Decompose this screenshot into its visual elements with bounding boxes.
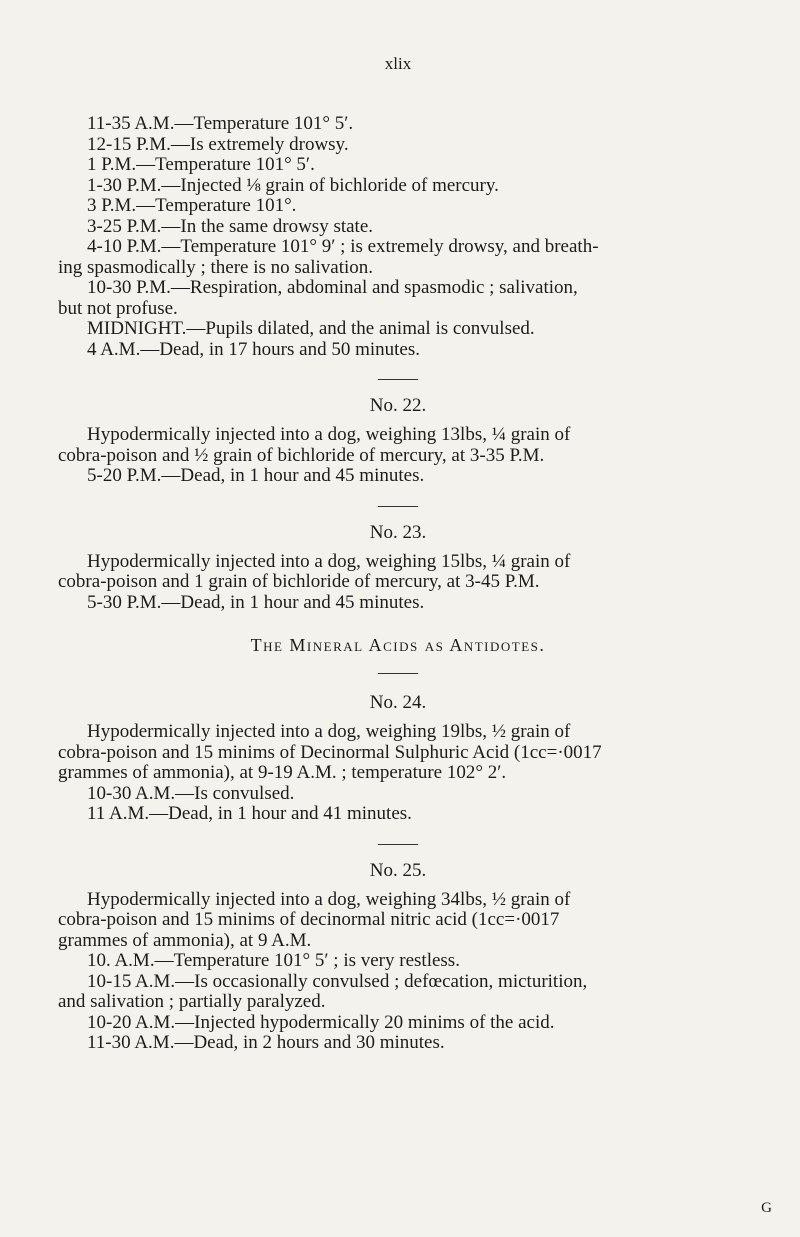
text-line: cobra-poison and 15 minims of Decinormal Sulphuric Acid (1cc=·0017 <box>58 741 602 763</box>
text-line: cobra-poison and ½ grain of bichloride of mercury, at 3-35 P.M. <box>58 444 545 466</box>
divider <box>378 673 418 674</box>
text-line: Hypodermically injected into a dog, weighing 13lbs, ¼ grain of <box>87 424 571 445</box>
case-heading: No. 24. <box>369 692 427 713</box>
case-25 <box>58 860 738 1054</box>
section-title: The Mineral Acids as Antidotes. <box>250 635 546 655</box>
case-23 <box>58 522 738 614</box>
text-line: Hypodermically injected into a dog, weighing 34lbs, ½ grain of <box>87 888 571 910</box>
text-line: Hypodermically injected into a dog, weighing 15lbs, ¼ grain of <box>87 550 571 572</box>
text-line: 11-35 A.M.—Temperature 101° 5′. <box>87 113 354 134</box>
text-line: 12-15 P.M.—Is extremely drowsy. <box>87 133 349 155</box>
text-line: grammes of ammonia), at 9-19 A.M. ; temperature 102° 2′. <box>58 762 507 783</box>
text-line: ing spasmodically ; there is no salivation. <box>58 256 374 278</box>
text-line: 4-10 P.M.—Temperature 101° 9′ ; is extremely drowsy, and breath- <box>87 236 599 257</box>
text-line: 11-30 A.M.—Dead, in 2 hours and 30 minutes. <box>87 1032 445 1053</box>
page-number: xlix <box>384 54 412 73</box>
text-line: 10. A.M.—Temperature 101° 5′ ; is very restless. <box>87 950 460 971</box>
text-line: 5-30 P.M.—Dead, in 1 hour and 45 minutes. <box>87 591 425 613</box>
text-line: and salivation ; partially paralyzed. <box>58 991 326 1012</box>
page <box>58 54 738 1054</box>
text-line: 10-30 A.M.—Is convulsed. <box>87 782 295 804</box>
text-line: 5-20 P.M.—Dead, in 1 hour and 45 minutes. <box>87 465 425 486</box>
case-heading: No. 25. <box>369 859 427 881</box>
case-heading: No. 22. <box>369 395 427 416</box>
text-line: grammes of ammonia), at 9 A.M. <box>58 929 312 951</box>
text-line: 1 P.M.—Temperature 101° 5′. <box>87 154 315 175</box>
divider <box>378 379 418 380</box>
text-line: cobra-poison and 1 grain of bichloride of mercury, at 3-45 P.M. <box>58 571 540 592</box>
text-line: 10-15 A.M.—Is occasionally convulsed ; defœcation, micturition, <box>87 970 588 992</box>
text-line: 10-20 A.M.—Injected hypodermically 20 minims of the acid. <box>87 1011 555 1033</box>
case-heading: No. 23. <box>369 521 427 543</box>
signature-mark: G <box>761 1200 772 1216</box>
text-line: 1-30 P.M.—Injected ⅛ grain of bichloride of mercury. <box>87 174 499 196</box>
text-line: but not profuse. <box>58 297 178 319</box>
text-line: Hypodermically injected into a dog, weighing 19lbs, ½ grain of <box>87 721 571 742</box>
text-line: cobra-poison and 15 minims of decinormal nitric acid (1cc=·0017 <box>58 909 560 930</box>
divider <box>378 506 418 507</box>
divider <box>378 844 418 845</box>
text-line: 11 A.M.—Dead, in 1 hour and 41 minutes. <box>87 803 412 824</box>
text-line: 3 P.M.—Temperature 101°. <box>87 195 297 216</box>
case-22 <box>58 395 738 487</box>
text-line: 10-30 P.M.—Respiration, abdominal and spasmodic ; salivation, <box>87 277 578 298</box>
case-24 <box>58 692 738 825</box>
case-21-continuation <box>58 114 738 360</box>
text-line: 4 A.M.—Dead, in 17 hours and 50 minutes. <box>87 338 421 360</box>
text-line: MIDNIGHT.—Pupils dilated, and the animal is convulsed. <box>87 318 535 339</box>
text-line: 3-25 P.M.—In the same drowsy state. <box>87 215 374 237</box>
